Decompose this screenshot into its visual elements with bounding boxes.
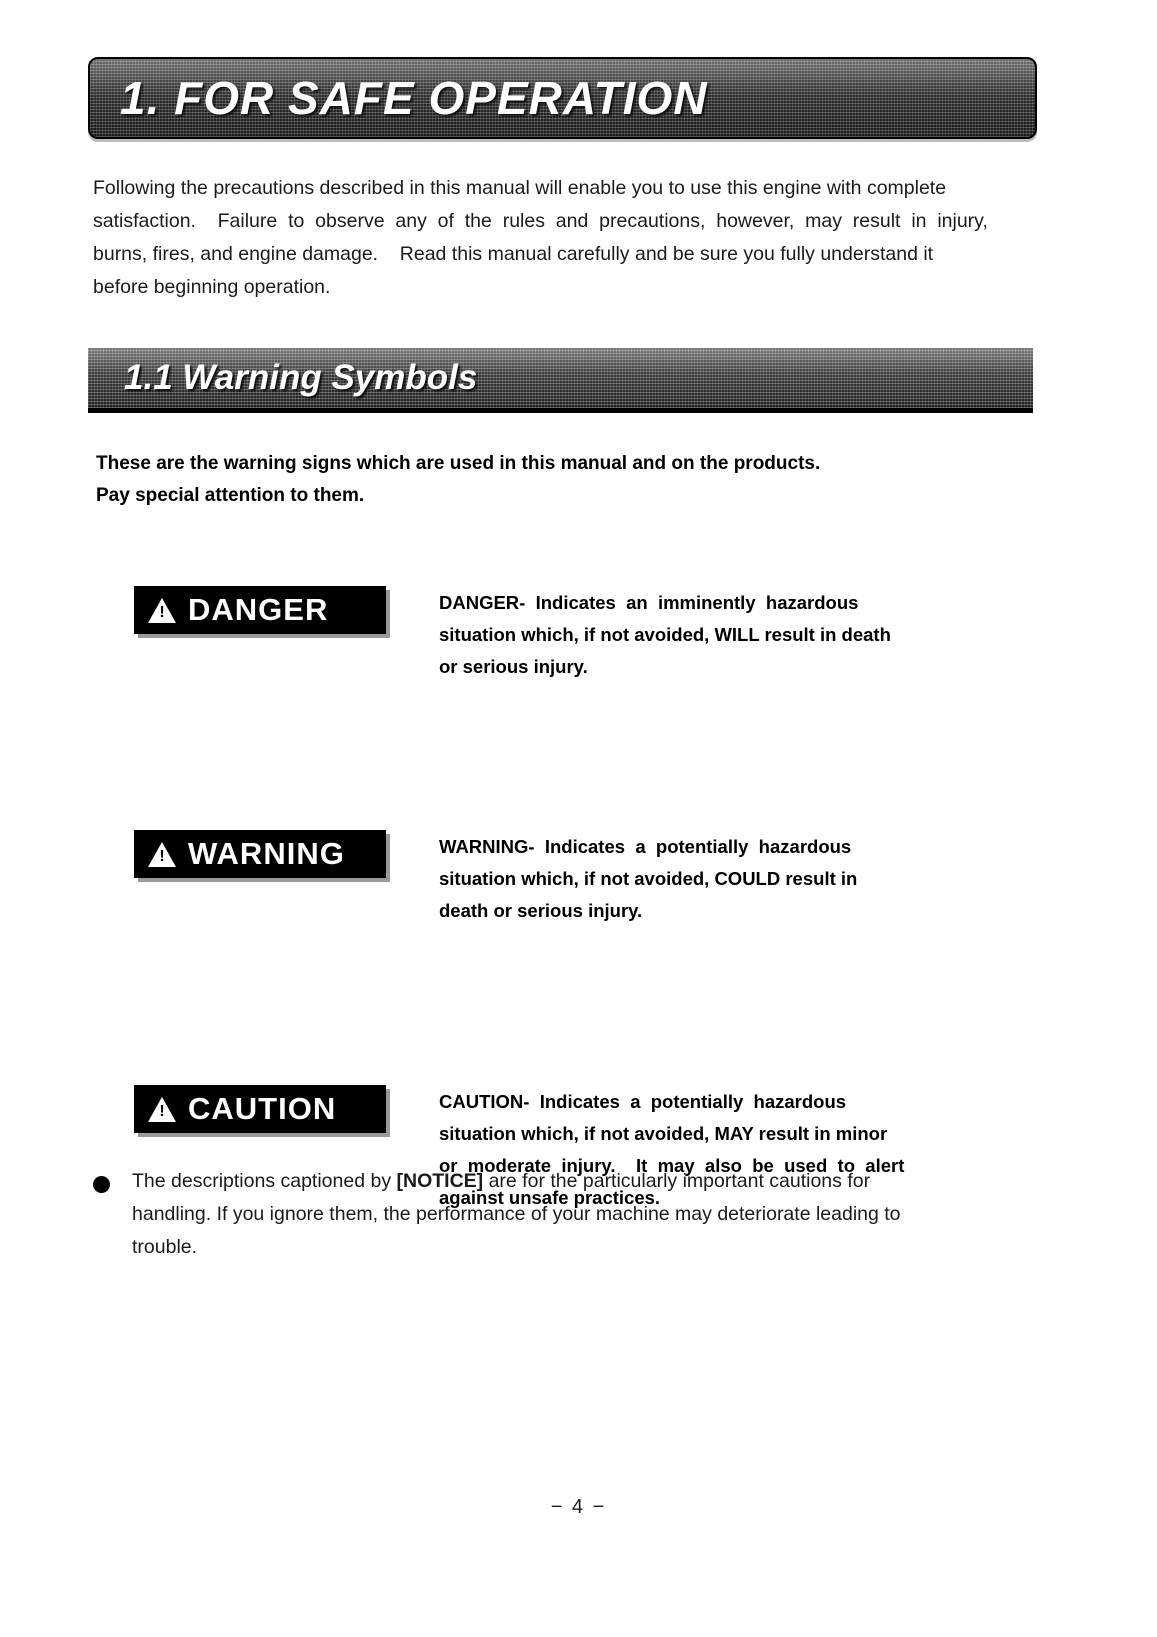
section-title: 1.1 Warning Symbols [124, 358, 478, 397]
warning-desc-line-3: death or serious injury. [439, 900, 643, 921]
lead-line-1: These are the warning signs which are used in this manual and on the products. [96, 453, 821, 474]
bullet-icon [93, 1176, 110, 1193]
warning-label-text: WARNING [188, 836, 345, 871]
danger-desc-line-1: DANGER- Indicates an imminently hazardous [439, 592, 859, 613]
danger-desc-line-3: or serious injury. [439, 656, 588, 677]
intro-line-3: burns, fires, and engine damage. Read this manual carefully and be sure you fully understand it [93, 243, 934, 265]
chapter-heading-bar [88, 57, 1037, 139]
row-spacer-1 [0, 683, 1157, 830]
caution-desc-line-2: situation which, if not avoided, MAY result in minor [439, 1123, 888, 1144]
warning-sign-row-danger [0, 586, 1157, 683]
warning-triangle-icon [148, 842, 176, 867]
warning-label-box [134, 830, 386, 878]
lead-text [96, 448, 996, 512]
notice-text [132, 1165, 1022, 1264]
danger-description [439, 587, 999, 683]
warning-desc-line-2: situation which, if not avoided, COULD result in [439, 868, 858, 889]
danger-label-box [134, 586, 386, 634]
notice-line-2: handling. If you ignore them, the performance of your machine may deteriorate leading to [132, 1203, 901, 1225]
warning-sign-list [0, 586, 1157, 1214]
warning-description [439, 831, 999, 927]
notice-line-3: trouble. [132, 1236, 198, 1258]
caution-desc-line-4: against unsafe practices. [439, 1187, 661, 1208]
caution-desc-line-3: or moderate injury. It may also be used to alert [439, 1155, 905, 1176]
warning-triangle-icon [148, 1097, 176, 1122]
caution-label-wrap [134, 1085, 394, 1133]
notice-keyword: [NOTICE] [396, 1170, 484, 1192]
intro-line-1: Following the precautions described in this manual will enable you to use this engine with complete [93, 177, 947, 199]
lead-line-2: Pay special attention to them. [96, 485, 365, 506]
danger-label-wrap [134, 586, 394, 634]
caution-label-box [134, 1085, 386, 1133]
intro-paragraph [93, 172, 1023, 304]
warning-sign-row-warning [0, 830, 1157, 927]
danger-desc-line-2: situation which, if not avoided, WILL result in death [439, 624, 891, 645]
caution-label-text: CAUTION [188, 1091, 337, 1126]
notice-line-1 [132, 1165, 1022, 1198]
warning-desc-line-1: WARNING- Indicates a potentially hazardous [439, 836, 852, 857]
caution-desc-line-1: CAUTION- Indicates a potentially hazardous [439, 1091, 847, 1112]
intro-line-4: before beginning operation. [93, 276, 331, 298]
danger-label-text: DANGER [188, 592, 329, 627]
warning-label-wrap [134, 830, 394, 878]
section-heading-bar [88, 348, 1033, 413]
row-spacer-2 [0, 927, 1157, 1085]
chapter-title: 1. FOR SAFE OPERATION [120, 72, 708, 124]
notice-line-1-post: are for the particularly important cautions for [483, 1170, 871, 1192]
notice-paragraph [93, 1165, 1023, 1264]
intro-line-2: satisfaction. Failure to observe any of the rules and precautions, however, may result in injury, [93, 210, 988, 232]
notice-line-1-pre: The descriptions captioned by [132, 1170, 397, 1192]
warning-triangle-icon [148, 598, 176, 623]
page-number: − 4 − [550, 1496, 607, 1518]
